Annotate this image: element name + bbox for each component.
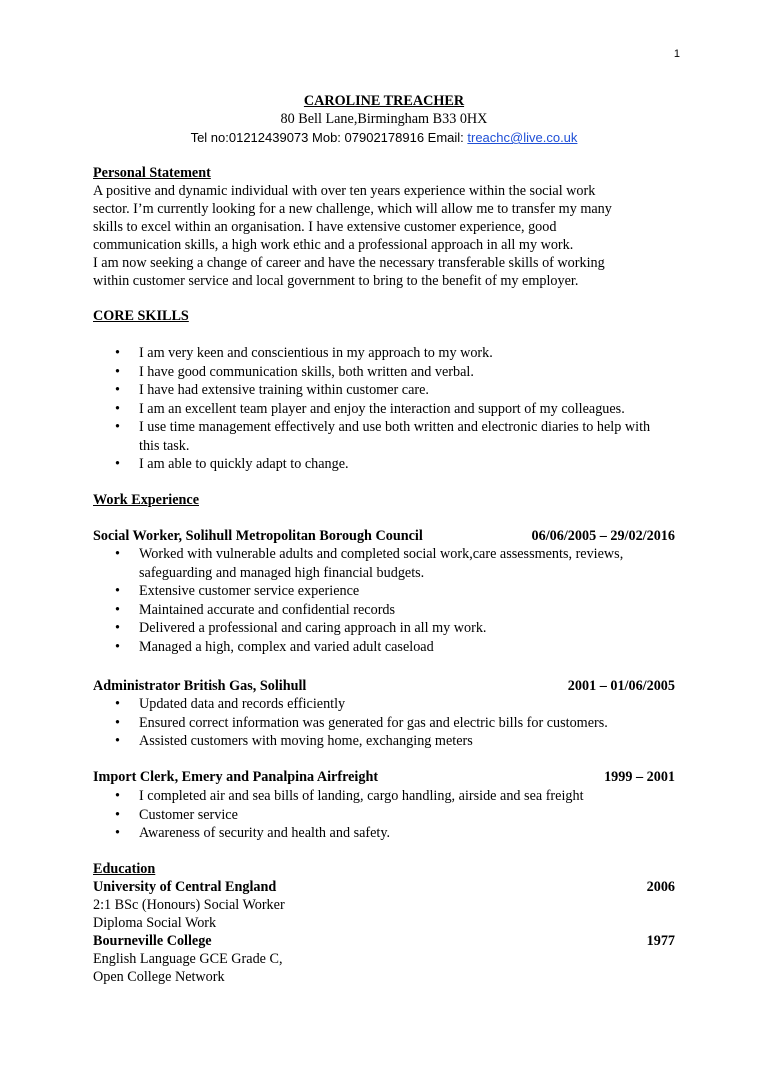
job-duties — [93, 787, 675, 843]
contact-line — [93, 129, 675, 148]
list-item: • Customer service — [93, 806, 675, 825]
list-item: • Worked with vulnerable adults and completed social work,care assessments, reviews, safeguarding and managed high financial budgets. — [93, 545, 675, 582]
school-year: 1977 — [646, 933, 675, 949]
school-year: 2006 — [646, 879, 675, 895]
list-item: • I am an excellent team player and enjoy the interaction and support of my colleagues. — [93, 400, 675, 419]
statement-line: skills to excel within an organisation. I have extensive customer experience, good — [93, 219, 557, 235]
list-item: • Updated data and records efficiently — [93, 695, 675, 714]
candidate-name: CAROLINE TREACHER — [303, 93, 465, 109]
education-heading: Education — [93, 861, 156, 877]
work-experience-heading: Work Experience — [93, 492, 199, 508]
school-name: University of Central England — [93, 879, 277, 895]
school-name: Bourneville College — [93, 933, 212, 949]
qualification: Open College Network — [93, 969, 225, 985]
list-item: • I am able to quickly adapt to change. — [93, 455, 675, 474]
job-header — [93, 677, 675, 696]
qualification: 2:1 BSc (Honours) Social Worker — [93, 897, 285, 913]
statement-line: I am now seeking a change of career and have the necessary transferable skills of working — [93, 255, 605, 271]
statement-line: sector. I’m currently looking for a new challenge, which will allow me to transfer my many — [93, 201, 612, 217]
job-title: Social Worker, Solihull Metropolitan Borough Council — [93, 528, 423, 544]
list-item: • Maintained accurate and confidential records — [93, 601, 675, 620]
job-dates: 1999 – 2001 — [604, 769, 675, 785]
job-title: Administrator British Gas, Solihull — [93, 678, 307, 694]
job-dates: 06/06/2005 – 29/02/2016 — [531, 528, 675, 544]
list-item: • I have had extensive training within customer care. — [93, 381, 675, 400]
list-item: • I have good communication skills, both written and verbal. — [93, 363, 675, 382]
qualification: Diploma Social Work — [93, 915, 217, 931]
contact-details: Tel no:01212439073 Mob: 07902178916 Email: — [190, 130, 468, 145]
job-duties — [93, 695, 675, 751]
list-item: • I use time management effectively and use both written and electronic diaries to help with this task. — [93, 418, 675, 455]
list-item: • Extensive customer service experience — [93, 582, 675, 601]
statement-line: A positive and dynamic individual with over ten years experience within the social work — [93, 183, 596, 199]
core-skills-heading: CORE SKILLS — [93, 308, 189, 324]
job-dates: 2001 – 01/06/2005 — [567, 678, 675, 694]
page-number: 1 — [673, 48, 680, 60]
personal-statement-heading: Personal Statement — [93, 165, 211, 181]
list-item: • Awareness of security and health and safety. — [93, 824, 675, 843]
job-header — [93, 527, 675, 546]
list-item: • I completed air and sea bills of landing, cargo handling, airside and sea freight — [93, 787, 675, 806]
school-header — [93, 878, 675, 897]
list-item: • Assisted customers with moving home, exchanging meters — [93, 732, 675, 751]
core-skills-list — [93, 344, 675, 474]
email-link[interactable]: treachc@live.co.uk — [467, 130, 578, 145]
job-duties — [93, 545, 675, 656]
job-header — [93, 768, 675, 787]
school-header — [93, 932, 675, 951]
statement-line: communication skills, a high work ethic and a professional approach in all my work. — [93, 237, 574, 253]
list-item: • I am very keen and conscientious in my approach to my work. — [93, 344, 675, 363]
list-item: • Managed a high, complex and varied adult caseload — [93, 638, 675, 657]
address: 80 Bell Lane,Birmingham B33 0HX — [280, 111, 488, 127]
list-item: • Delivered a professional and caring approach in all my work. — [93, 619, 675, 638]
qualification: English Language GCE Grade C, — [93, 951, 283, 967]
statement-line: within customer service and local government to bring to the benefit of my employer. — [93, 273, 579, 289]
job-title: Import Clerk, Emery and Panalpina Airfreight — [93, 769, 379, 785]
list-item: • Ensured correct information was generated for gas and electric bills for customers. — [93, 714, 675, 733]
